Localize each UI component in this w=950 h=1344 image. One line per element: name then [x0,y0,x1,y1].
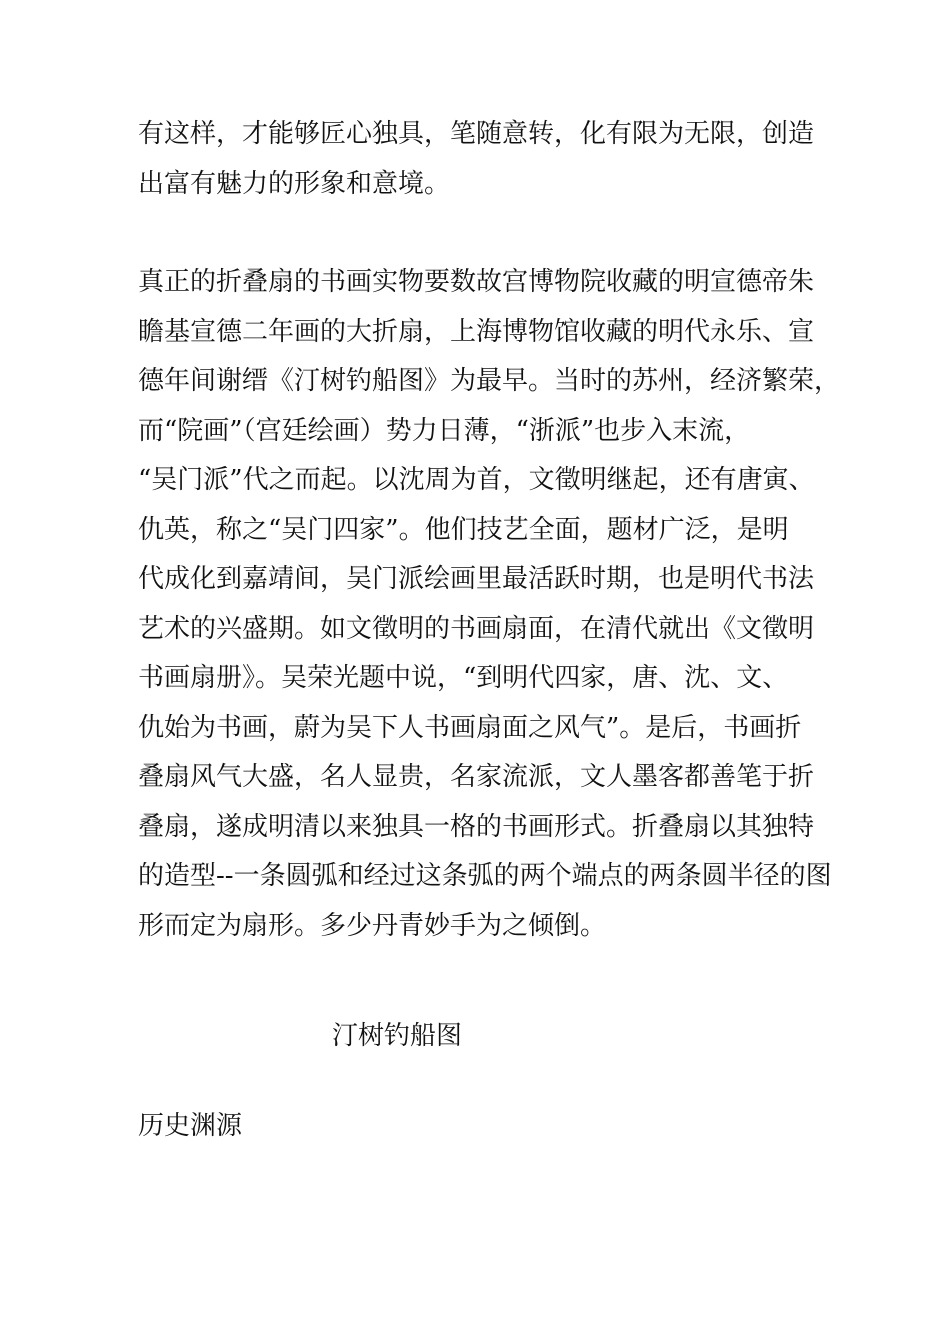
text-line: 形而定为扇形。多少丹青妙手为之倾倒。 [138,910,607,941]
paragraph-folding-fan-history [138,258,841,951]
text-line: 仇英，称之“吴门四家”。他们技艺全面，题材广泛，是明 [138,514,789,545]
text-line: 书画扇册》。吴荣光题中说，“到明代四家，唐、沈、文、 [138,663,789,693]
text-line: 叠扇风气大盛，名人显贵，名家流派，文人墨客都善笔于折 [138,762,815,792]
text-line: 有这样，才能够匠心独具，笔随意转，化有限为无限，创造 [138,119,815,149]
text-line: 出富有魅力的形象和意境。 [138,168,451,199]
text-line: 瞻基宣德二年画的大折扇，上海博物馆收藏的明代永乐、宣 [138,316,815,347]
text-line: 德年间谢缙《汀树钓船图》为最早。当时的苏州，经济繁荣， [138,366,841,396]
text-line: 的造型--一条圆弧和经过这条弧的两个端点的两条圆半径的图 [138,861,832,891]
figure-caption: 汀树钓船图 [332,1021,463,1051]
text-line: 仇始为书画，蔚为吴下人书画扇面之风气”。是后，书画折 [138,712,802,743]
paragraph-craftsmanship [138,110,828,209]
text-line: “吴门派”代之而起。以沈周为首，文徵明继起，还有唐寅、 [138,465,815,495]
text-line: 而“院画”（宫廷绘画）势力日薄，“浙派”也步入末流， [138,415,751,446]
text-line: 真正的折叠扇的书画实物要数故宫博物院收藏的明宣德帝朱 [138,267,815,297]
text-line: 叠扇，遂成明清以来独具一格的书画形式。折叠扇以其独特 [138,811,815,842]
text-line: 艺术的兴盛期。如文徵明的书画扇面，在清代就出《文徵明 [138,613,815,644]
text-line: 代成化到嘉靖间，吴门派绘画里最活跃时期，也是明代书法 [138,564,815,594]
section-heading: 历史渊源 [138,1111,243,1141]
